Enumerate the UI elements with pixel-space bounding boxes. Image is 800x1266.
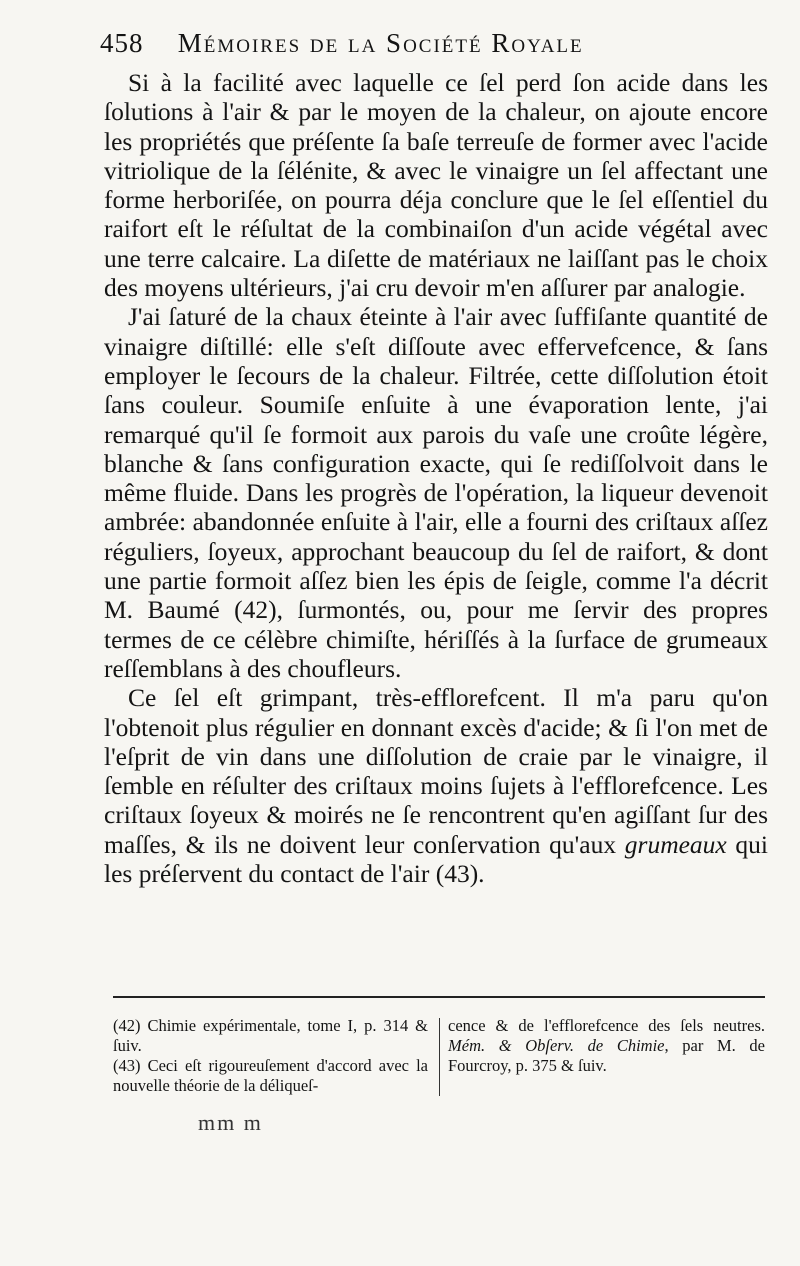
footnotes-right-column xyxy=(448,1016,765,1076)
body-text xyxy=(104,68,768,888)
footnote-43-italic: Mém. & Obſerv. de Chimie xyxy=(448,1036,665,1055)
paragraph-1: Si à la facilité avec laquelle ce ſel perd ſon acide dans les ſolutions à l'air & par le moyen de la chaleur, on ajoute encore les propriétés que préſente ſa baſe terreuſe de former avec l'acide vitriolique de la ſélénite, & avec le vinaigre un ſel affectant une forme herboriſée, on pourra déja conclure que le ſel eſſentiel du raifort eſt le réſultat de la combinaiſon d'un acide végétal avec une terre calcaire. La diſette de matériaux ne laiſſant pas le choix des moyens ultérieurs, j'ai cru devoir m'en aſſurer par analogie. xyxy=(104,68,768,303)
running-head xyxy=(100,28,790,68)
paragraph-3 xyxy=(104,683,768,888)
footnote-43-continued xyxy=(448,1016,765,1076)
footnote-43-start: (43) Ceci eſt rigoureuſement d'accord avec la nouvelle théorie de la déliqueſ- xyxy=(113,1056,428,1095)
running-title: Mémoires de la Société Royale xyxy=(177,28,584,58)
italic-grumeaux: grumeaux xyxy=(624,829,727,859)
footnote-42: (42) Chimie expérimentale, tome I, p. 314 & ſuiv. xyxy=(113,1016,428,1055)
footnotes-left-column xyxy=(113,1016,428,1096)
footnote-column-divider xyxy=(439,1018,440,1096)
footnote-43-cont-end: , par M. de Fourcroy, p. 375 & ſuiv. xyxy=(448,1036,765,1075)
footnote-43-cont-start: cence & de l'efflorefcence des ſels neutres. xyxy=(448,1016,765,1035)
signature-mark: mm m xyxy=(198,1110,263,1135)
paragraph-2: J'ai ſaturé de la chaux éteinte à l'air avec ſuffiſante quantité de vinaigre diſtillé: elle s'eſt diſſoute avec effervefcence, & ſans employer le ſecours de la chaleur. Filtrée, cette diſſolution étoit ſans couleur. Soumiſe enſuite à une évaporation lente, j'ai remarqué qu'il ſe formoit aux parois du vaſe une croûte légère, blanche & ſans configuration exacte, qui ſe rediſſolvoit dans le même fluide. Dans les progrès de l'opération, la liqueur devenoit ambrée: abandonnée enſuite à l'air, elle a fourni des criſtaux aſſez réguliers, ſoyeux, approchant beaucoup du ſel de raifort, & dont une partie formoit aſſez bien les épis de ſeigle, comme l'a décrit M. Baumé (42), ſurmontés, ou, pour me ſervir des propres termes de ce célèbre chimiſte, hériſſés à la ſurface de grumeaux reſſemblans à des choufleurs. xyxy=(104,302,768,683)
paragraph-3-end: qui les préſervent du contact de l'air (43). xyxy=(104,829,769,889)
paragraph-3-start: Ce ſel eſt grimpant, très-efflorefcent. Il m'a paru qu'on l'obtenoit plus régulier en donnant excès d'acide; & ſi l'on met de l'eſprit de vin dans une diſſolution de craie par le vinaigre, il ſemble en réſulter des criſtaux moins ſujets à l'efflorefcence. Les criſtaux ſoyeux & moirés ne ſe rencontrent qu'en agiſſant ſur des maſſes, & ils ne doivent leur conſervation qu'aux xyxy=(104,683,768,859)
footnote-rule xyxy=(113,996,765,998)
page-number: 458 xyxy=(100,28,144,58)
